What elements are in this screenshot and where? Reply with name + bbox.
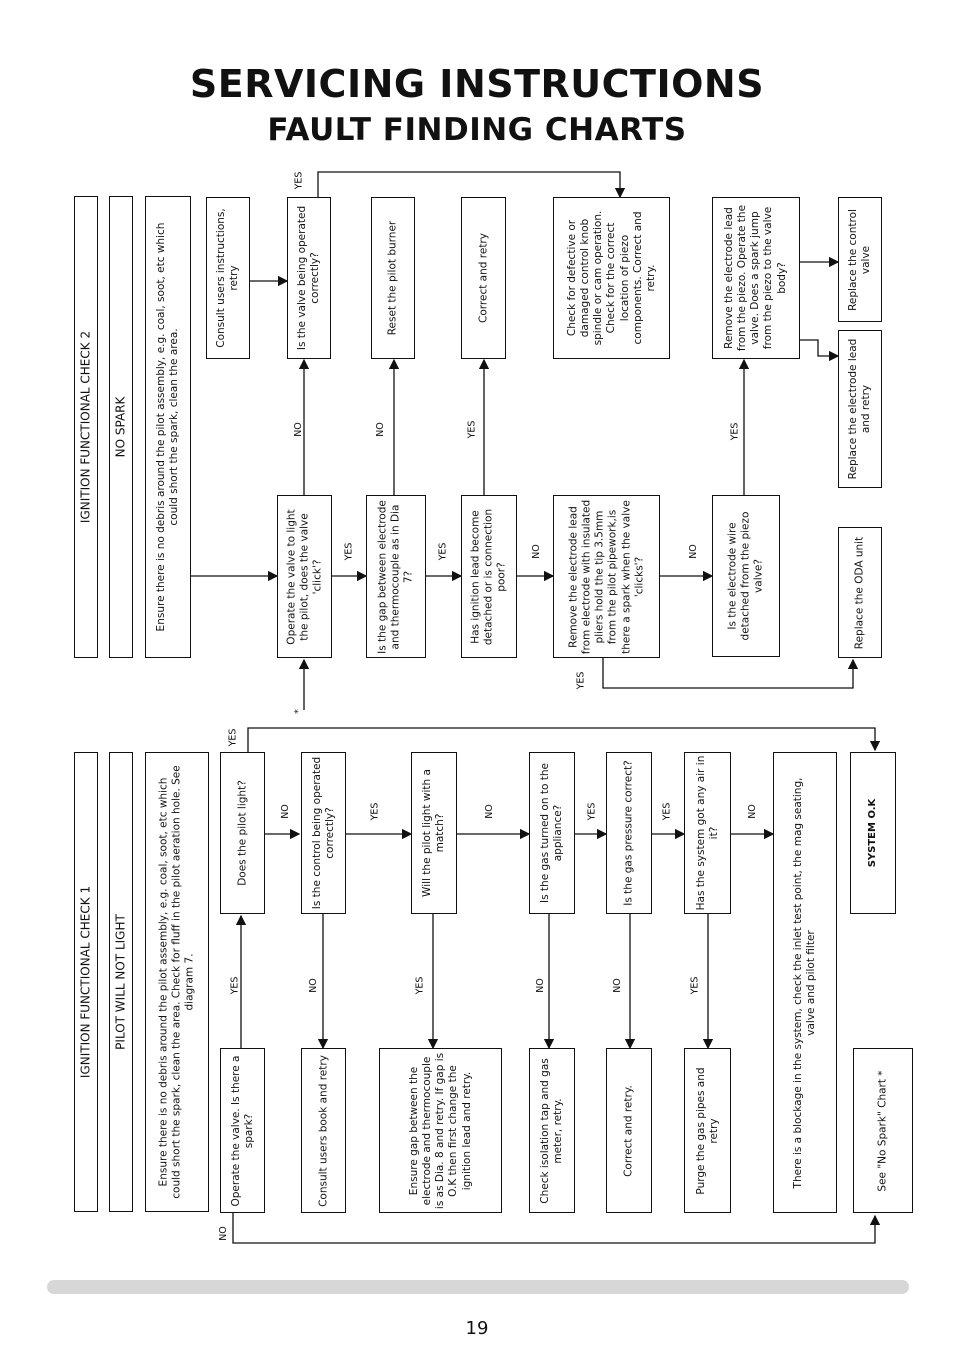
check2-reset-box [371, 197, 415, 359]
check1-subtitle: PILOT WILL NOT LIGHT [113, 914, 128, 1050]
check1-check-isolation: Check isolation tap and gas meter, retry. [538, 1057, 564, 1204]
check2-remove-piezo: Remove the electrode lead from the piezo. Operate the valve. Does a spark jump from the piezo to the valve body? [723, 204, 788, 352]
check2-remove-lead: Remove the electrode lead from electrode with insulated pliers hold the tip 3.5mm from the pilot pipework,is there a spark when the valve 'clicks'? [567, 499, 645, 654]
check1-pressure-box [606, 752, 652, 914]
check1-gap-box [379, 1048, 502, 1213]
check1-light-match: Will the pilot light with a match? [420, 769, 446, 897]
check1-blockage-box [773, 752, 837, 1213]
no-label: NO [746, 804, 758, 819]
check2-correct-retry: Correct and retry [476, 233, 489, 323]
check2-replace-oda: Replace the ODA unit [853, 536, 866, 649]
check2-check-defective: Check for defective or damaged control knob spindle or cam operation. Check for the correct location of piezo components. Correct and retry. [565, 210, 657, 346]
check1-correct-box [606, 1048, 652, 1213]
yes-label: YES [729, 422, 741, 441]
check1-correct-retry: Correct and retry. [622, 1084, 635, 1177]
check2-gap-box [366, 495, 426, 658]
no-label: NO [483, 804, 495, 819]
yes-label: YES [369, 802, 381, 821]
yes-label: YES [575, 671, 587, 690]
check2-subtitle-box [109, 196, 133, 658]
check1-air-box [684, 752, 731, 914]
check2-lead-detached: Has ignition lead become detached or is connection poor? [469, 508, 508, 645]
check2-defective-box [553, 197, 670, 359]
asterisk-label: * [292, 709, 304, 714]
check1-intro-box [145, 752, 209, 1212]
check2-wire-box [712, 495, 780, 657]
yes-label: YES [343, 542, 355, 561]
check2-remove-lead-box [553, 495, 660, 658]
check2-title: IGNITION FUNCTIONAL CHECK 2 [78, 330, 93, 524]
yes-label: YES [586, 802, 598, 821]
check2-subtitle: NO SPARK [113, 396, 128, 458]
check1-consult-book: Consult users book and retry [316, 1054, 329, 1207]
check2-intro: Ensure there is no debris around the pilot assembly, e.g. coal, soot, etc which could short the spark, clean the area. [154, 222, 180, 632]
page-number: 19 [465, 1318, 489, 1339]
check1-air: Has the system got any air in it? [694, 755, 720, 911]
check2-title-box [74, 196, 98, 658]
check2-operated-correctly: Is the valve being operated correctly? [295, 205, 321, 351]
yes-label: YES [293, 171, 305, 190]
no-label: NO [534, 978, 546, 993]
check2-correct-box [461, 197, 506, 359]
yes-label: YES [689, 976, 701, 995]
check1-control-box [301, 752, 346, 914]
check1-pilot-box [220, 752, 265, 914]
check1-no-spark-box [853, 1048, 913, 1213]
check2-intro-box [145, 196, 191, 658]
check1-consult-box [301, 1048, 346, 1213]
check2-consult: Consult users instructions, retry [214, 208, 240, 348]
check1-gas-on: Is the gas turned on to the appliance? [538, 763, 564, 903]
check1-isolation-box [529, 1048, 575, 1213]
check2-replace-electrode: Replace the electrode lead and retry [846, 338, 872, 480]
yes-label: YES [229, 976, 241, 995]
check2-control-box [838, 197, 882, 322]
check2-consult-box [206, 197, 250, 359]
check2-piezo-box [712, 197, 800, 359]
check2-operate: Operate the valve to light the pilot, does the valve 'click'? [284, 508, 324, 645]
check1-system-ok: SYSTEM O.K [866, 798, 878, 868]
no-label: NO [374, 422, 386, 437]
no-label: NO [279, 804, 291, 819]
check2-oda-box [838, 527, 882, 658]
check1-purge-box [684, 1048, 731, 1213]
no-label: NO [611, 978, 623, 993]
check2-wire-detached: Is the electrode wire detached from the piezo valve? [726, 511, 765, 641]
check1-intro: Ensure there is no debris around the pilot assembly, e.g. coal, soot, etc which could short the spark, clean the area. Check for fluff in the pilot aeration hole. See diagram 7. [157, 765, 196, 1199]
no-label: NO [292, 422, 304, 437]
page-subtitle: FAULT FINDING CHARTS [267, 112, 687, 148]
check1-control-correct: Is the control being operated correctly? [310, 756, 336, 910]
check1-title: IGNITION FUNCTIONAL CHECK 1 [78, 885, 93, 1079]
no-label: NO [307, 978, 319, 993]
check1-see-no-spark: See "No Spark" Chart * [876, 1069, 889, 1192]
check2-gap: Is the gap between electrode and thermocouple as in Dia 7? [376, 499, 415, 654]
yes-label: YES [414, 976, 426, 995]
check1-gas-pressure: Is the gas pressure correct? [622, 760, 635, 906]
check1-purge: Purge the gas pipes and retry [694, 1066, 720, 1195]
footer-bar [47, 1280, 909, 1294]
check1-operate-valve: Operate the valve. Is there a spark? [229, 1055, 255, 1206]
no-label: NO [217, 1226, 229, 1241]
check1-system-ok-box [850, 752, 896, 914]
check2-reset: Reset the pilot burner [386, 220, 399, 336]
check2-operated-box [287, 197, 331, 359]
check2-lead-box [461, 495, 517, 658]
page-title: SERVICING INSTRUCTIONS [189, 62, 765, 106]
no-label: NO [687, 544, 699, 559]
check2-replace-control: Replace the control valve [846, 208, 872, 311]
check1-blockage: There is a blockage in the system, check the inlet test point, the mag seating, valve and pilot filter [791, 777, 817, 1188]
check1-pilot-light: Does the pilot light? [235, 780, 248, 886]
check1-match-box [411, 752, 457, 914]
check1-gas-box [529, 752, 575, 914]
yes-label: YES [227, 728, 239, 747]
no-label: NO [530, 544, 542, 559]
yes-label: YES [466, 420, 478, 439]
check1-operate-box [220, 1048, 265, 1213]
check1-title-box [74, 752, 98, 1212]
check1-subtitle-box [109, 752, 133, 1212]
yes-label: YES [661, 802, 673, 821]
check1-ensure-gap: Ensure gap between the electrode and thermocouple is as Dia. 8 and retry. If gap is O.K then first change the ignition lead and retry. [407, 1052, 473, 1209]
check2-operate-box [277, 495, 332, 658]
yes-label: YES [437, 542, 449, 561]
check2-electrode-box [838, 330, 882, 488]
